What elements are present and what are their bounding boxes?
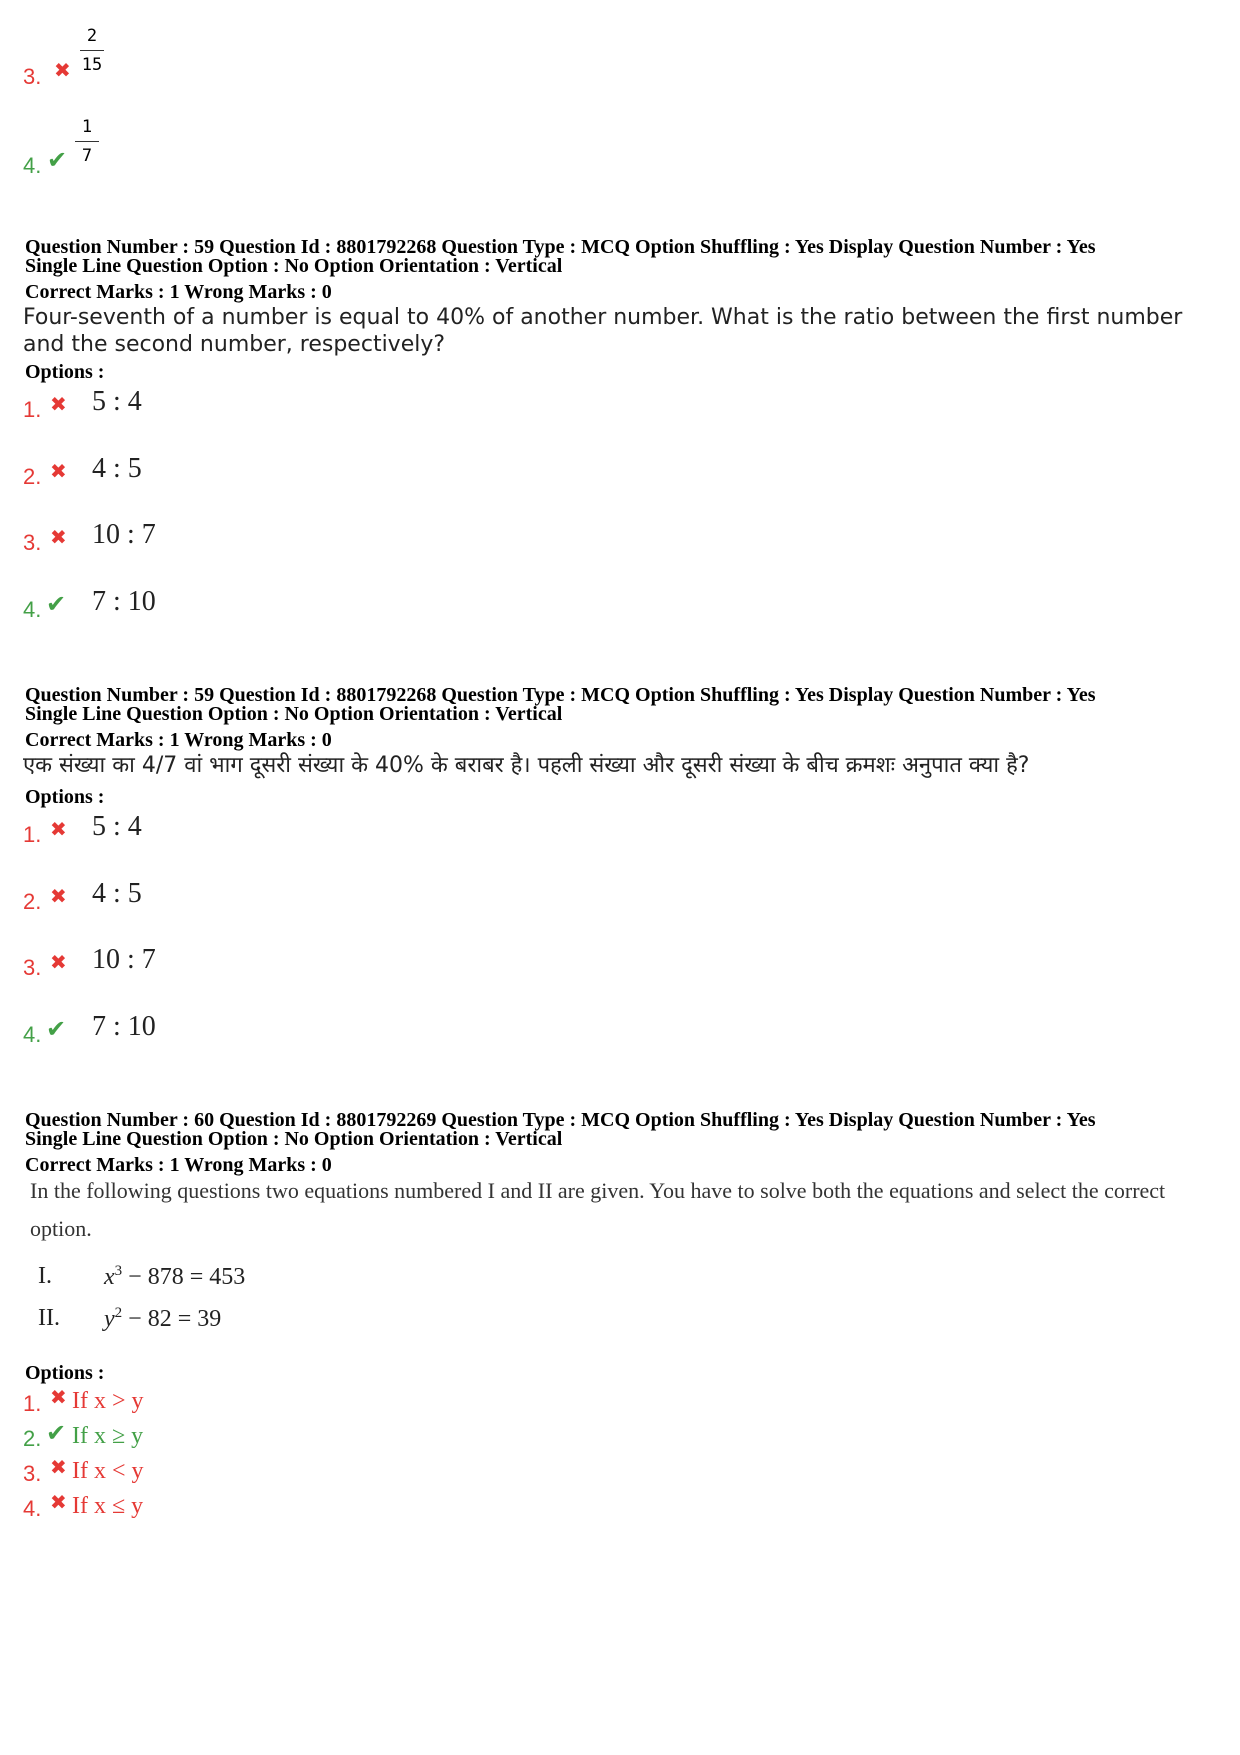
option-value: 5 : 4 [92, 386, 142, 417]
question-text: In the following questions two equations numbered I and II are given. You have to solve both the equations and select the correct option. [30, 1178, 1166, 1241]
option-value: If x < y [72, 1458, 144, 1484]
question-meta: Single Line Question Option : No Option Orientation : Vertical [25, 255, 563, 277]
cross-icon: ✖ [50, 1385, 67, 1409]
question-marks: Correct Marks : 1 Wrong Marks : 0 [25, 1154, 332, 1176]
question-meta: Question Number : 60 Question Id : 8801792269 Question Type : MCQ Option Shuffling : Yes Display Question Number : Yes [25, 1109, 1096, 1131]
fraction-bar [80, 50, 104, 51]
option-value: 5 : 4 [92, 811, 142, 842]
option-number: 2. [23, 1426, 42, 1451]
option-number: 3. [23, 1461, 42, 1486]
cross-icon: ✖ [50, 817, 67, 841]
cross-icon: ✖ [50, 392, 67, 416]
equation-label: I. [38, 1263, 52, 1289]
option-value: 4 : 5 [92, 878, 142, 909]
option-value: If x > y [72, 1388, 144, 1414]
option-number: 3. [23, 64, 42, 89]
option-value: If x ≥ y [72, 1423, 144, 1449]
question-meta: Single Line Question Option : No Option Orientation : Vertical [25, 1128, 563, 1150]
option-value: 10 : 7 [92, 519, 156, 550]
question-meta: Single Line Question Option : No Option Orientation : Vertical [25, 703, 563, 725]
equation-exponent: 3 [114, 1263, 123, 1279]
option-value: 4 : 5 [92, 453, 142, 484]
question-meta: Question Number : 59 Question Id : 8801792268 Question Type : MCQ Option Shuffling : Yes Display Question Number : Yes [25, 236, 1096, 258]
fraction-bar [75, 141, 99, 142]
question-text: एक संख्या का 4/7 वां भाग दूसरी संख्या के 40% के बराबर है। पहली संख्या और दूसरी संख्या के बीच क्रमशः अनुपात क्या है? [23, 753, 1030, 778]
option-number: 4. [23, 1022, 42, 1047]
option-value: 10 : 7 [92, 944, 156, 975]
equation-label: II. [38, 1305, 60, 1331]
cross-icon: ✖ [50, 459, 67, 483]
option-number: 4. [23, 597, 42, 622]
option-number: 1. [23, 822, 42, 847]
options-label: Options : [25, 1362, 105, 1384]
option-number: 4. [23, 153, 42, 178]
equation [104, 1305, 221, 1333]
option-number: 3. [23, 955, 42, 980]
question-marks: Correct Marks : 1 Wrong Marks : 0 [25, 281, 332, 303]
cross-icon: ✖ [50, 884, 67, 908]
cross-icon: ✖ [50, 1490, 67, 1514]
option-number: 3. [23, 530, 42, 555]
option-number: 1. [23, 1391, 42, 1416]
fraction-numerator: 1 [81, 117, 93, 137]
check-icon: ✔ [47, 146, 68, 174]
option-number: 4. [23, 1496, 42, 1521]
check-icon: ✔ [46, 1419, 67, 1447]
options-label: Options : [25, 786, 105, 808]
cross-icon: ✖ [50, 525, 67, 549]
check-icon: ✔ [46, 590, 67, 618]
check-icon: ✔ [46, 1015, 67, 1043]
fraction-denominator: 15 [81, 55, 103, 75]
cross-icon: ✖ [54, 58, 71, 82]
question-meta: Question Number : 59 Question Id : 8801792268 Question Type : MCQ Option Shuffling : Yes Display Question Number : Yes [25, 684, 1096, 706]
options-label: Options : [25, 361, 105, 383]
equation-variable: y [104, 1306, 115, 1332]
option-number: 1. [23, 397, 42, 422]
question-text: Four-seventh of a number is equal to 40% of another number. What is the ratio between the first number and the second number, respectively? [23, 305, 1183, 357]
equation-variable: x [104, 1264, 115, 1290]
question-marks: Correct Marks : 1 Wrong Marks : 0 [25, 729, 332, 751]
fraction [77, 26, 107, 75]
equation-rest: − 82 = 39 [122, 1306, 222, 1332]
fraction-numerator: 2 [86, 26, 98, 46]
option-number: 2. [23, 464, 42, 489]
option-value: 7 : 10 [92, 586, 156, 617]
option-number: 2. [23, 889, 42, 914]
equation-exponent: 2 [114, 1305, 123, 1321]
fraction-denominator: 7 [81, 146, 93, 166]
equation [104, 1263, 245, 1291]
cross-icon: ✖ [50, 950, 67, 974]
fraction [72, 117, 102, 166]
option-value: 7 : 10 [92, 1011, 156, 1042]
equation-rest: − 878 = 453 [122, 1264, 246, 1290]
cross-icon: ✖ [50, 1455, 67, 1479]
option-value: If x ≤ y [72, 1493, 144, 1519]
